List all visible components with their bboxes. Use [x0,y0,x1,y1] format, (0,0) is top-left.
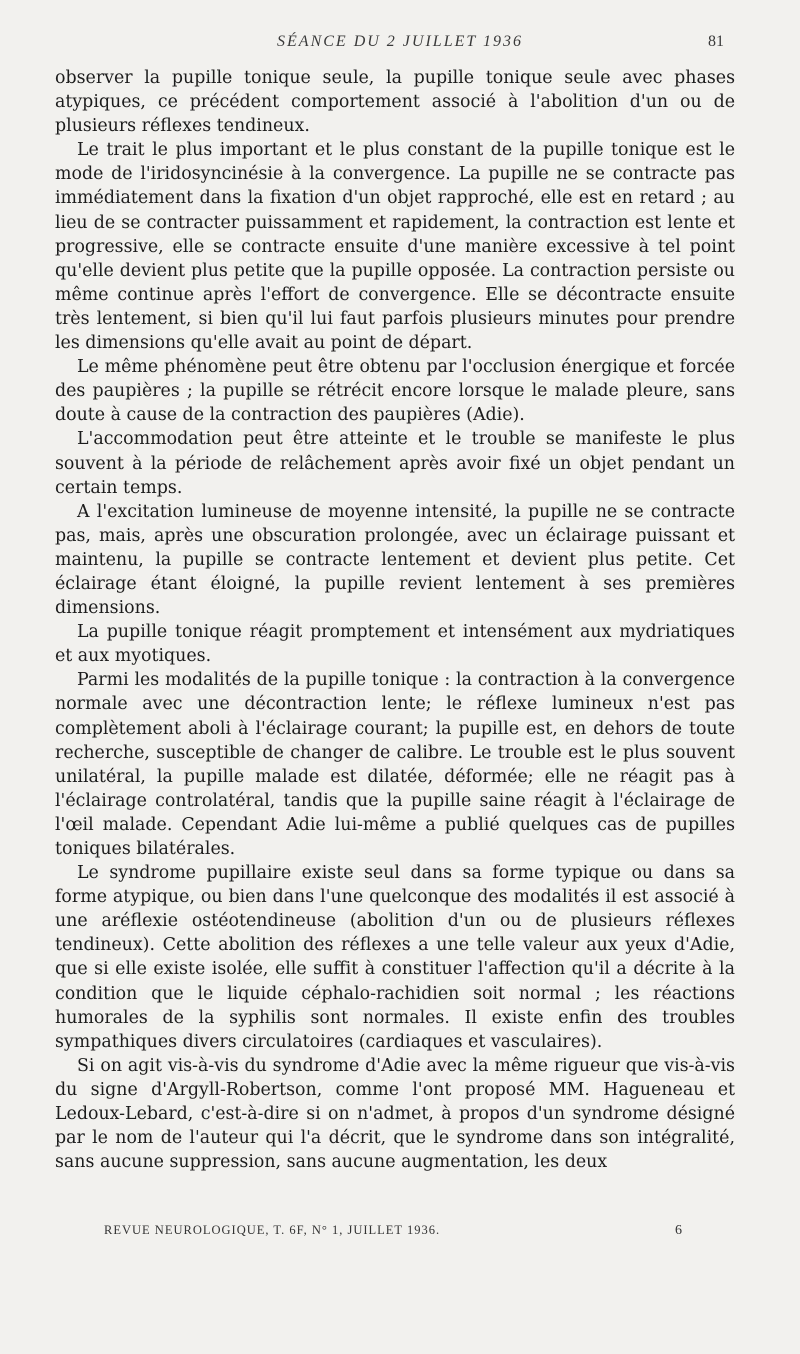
page-footer [0,1223,800,1243]
paragraph: Le même phénomène peut être obtenu par l'occlusion énergique et forcée des paupières ; la pupille se rétrécit encore lorsque le malade pleure, sans doute à cause de la contraction des paupières (Adie). [55,357,735,426]
paragraph: observer la pupille tonique seule, la pupille tonique seule avec phases atypiques, ce précédent comportement associé à l'abolition d'un ou de plusieurs réflexes tendineux. [55,68,735,137]
running-title: SÉANCE DU 2 JUILLET 1936 [277,33,523,50]
running-head [0,33,800,53]
page-number: 81 [708,33,724,50]
paragraph: Parmi les modalités de la pupille tonique : la contraction à la convergence normale avec une décontraction lente; le réflexe lumineux n'est pas complètement aboli à l'éclairage courant; la pupille est, en dehors de toute recherche, susceptible de changer de calibre. Le trouble est le plus souvent unilatéral, la pupille malade est dilatée, déformée; elle ne réagit pas à l'éclairage controlatéral, tandis que la pupille saine réagit à l'éclairage de l'œil malade. Cependant Adie lui-même a publié quelques cas de pupilles toniques bilatérales. [55,670,735,859]
paragraph: Si on agit vis-à-vis du syndrome d'Adie avec la même rigueur que vis-à-vis du signe d'Argyll-Robertson, comme l'ont proposé MM. Hagueneau et Ledoux-Lebard, c'est-à-dire si on n'admet, à propos d'un syndrome désigné par le nom de l'auteur qui l'a décrit, que le syndrome dans son intégralité, sans aucune suppression, sans aucune augmentation, les deux [55,1055,735,1173]
paragraph: Le trait le plus important et le plus constant de la pupille tonique est le mode de l'iridosyncinésie à la convergence. La pupille ne se contracte pas immédiatement dans la fixation d'un objet rapproché, elle est en retard ; au lieu de se contracter puissamment et rapidement, la contraction est lente et progressive, elle se contracte ensuite d'une manière excessive à tel point qu'elle devient plus petite que la pupille opposée. La contraction persiste ou même continue après l'effort de convergence. Elle se décontracte ensuite très lentement, si bien qu'il lui faut parfois plusieurs minutes pour prendre les dimensions qu'elle avait au point de départ. [55,140,735,354]
paragraph: L'accommodation peut être atteinte et le trouble se manifeste le plus souvent à la période de relâchement après avoir fixé un objet pendant un certain temps. [55,429,735,498]
paragraph: La pupille tonique réagit promptement et intensément aux mydriatiques et aux myotiques. [55,622,735,667]
paragraph: Le syndrome pupillaire existe seul dans sa forme typique ou dans sa forme atypique, ou bien dans l'une quelconque des modalités il est associé à une aréflexie ostéotendineuse (abolition d'un ou de plusieurs réflexes tendineux). Cette abolition des réflexes a une telle valeur aux yeux d'Adie, que si elle existe isolée, elle suffit à constituer l'affection qu'il a décrite à la condition que le liquide céphalo-rachidien soit normal ; les réactions humorales de la syphilis sont normales. Il existe enfin des troubles sympathiques divers circulatoires (cardiaques et vasculaires). [55,863,735,1052]
signature-mark: 6 [675,1223,682,1238]
journal-reference: REVUE NEUROLOGIQUE, T. 6F, N° 1, JUILLET 1936. [104,1223,441,1237]
paragraph: A l'excitation lumineuse de moyenne intensité, la pupille ne se contracte pas, mais, après une obscuration prolongée, avec un éclairage puissant et maintenu, la pupille se contracte lentement et devient plus petite. Cet éclairage étant éloigné, la pupille revient lentement à ses premières dimensions. [55,501,735,619]
body-text [55,66,735,1174]
